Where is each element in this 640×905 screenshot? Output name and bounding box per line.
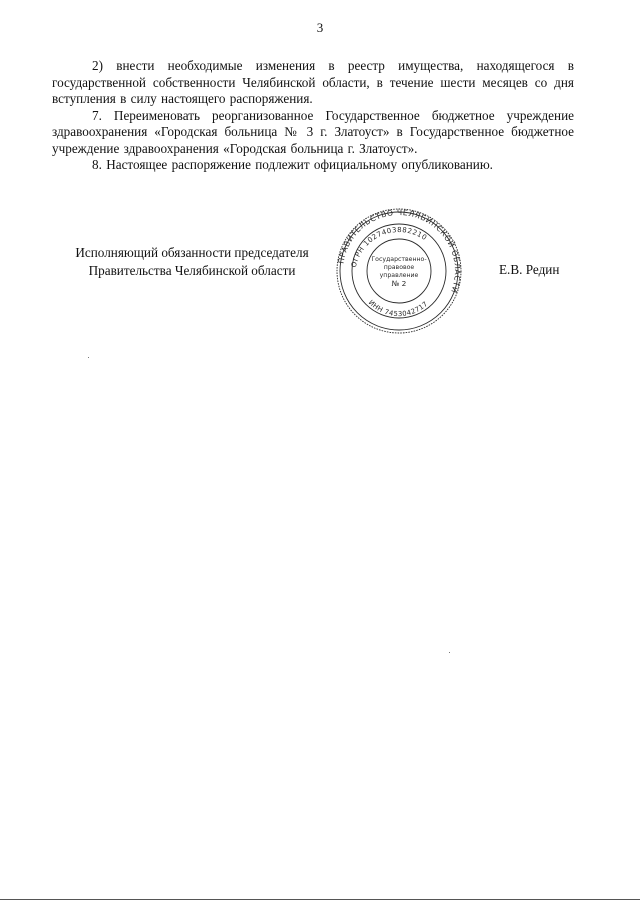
seal-inner-ring <box>367 239 431 303</box>
page-number: 3 <box>316 20 324 35</box>
paragraph-item-7: 7. Переименовать реорганизованное Государственное бюджетное учреждение здравоохранения «Городская больница № 3 г. Златоуст» в Государственное бюджетное учреждение здравоохранения «Городская больница г. Златоуст». <box>52 107 574 156</box>
scan-speck <box>88 357 89 358</box>
paragraph-item-8: 8. Настоящее распоряжение подлежит официальному опубликованию. <box>92 157 493 172</box>
scan-edge-line <box>0 899 640 900</box>
seal-center-line-4: № 2 <box>391 279 407 288</box>
seal-center-line-3: управление <box>379 272 419 279</box>
paragraph-item-2: 2) внести необходимые изменения в реестр имущества, находящегося в государственной собственности Челябинской области, в течение шести месяцев со дня вступления в силу настоящего распоряжения. <box>52 58 574 106</box>
signatory-name: Е.В. Редин <box>499 262 560 277</box>
scan-speck <box>449 652 450 653</box>
seal-ring-3 <box>349 224 446 318</box>
seal-center-line-2: правовое <box>383 264 415 271</box>
seal-ogrn-text: ОГРН 1027403882210 <box>349 225 429 269</box>
signatory-title <box>52 244 332 280</box>
seal-inn-text: ИНН 7453042717 <box>366 298 430 319</box>
signatory-title-line-1: Исполняющий обязанности председателя <box>75 245 309 260</box>
document-body <box>52 58 574 174</box>
seal-center-line-1: Государственно- <box>371 256 427 263</box>
signatory-title-line-2: Правительства Челябинской области <box>88 263 296 278</box>
official-seal-stamp <box>334 206 464 336</box>
seal-outer-text: ПРАВИТЕЛЬСТВО ЧЕЛЯБИНСКОЙ ОБЛАСТИ <box>336 207 463 295</box>
